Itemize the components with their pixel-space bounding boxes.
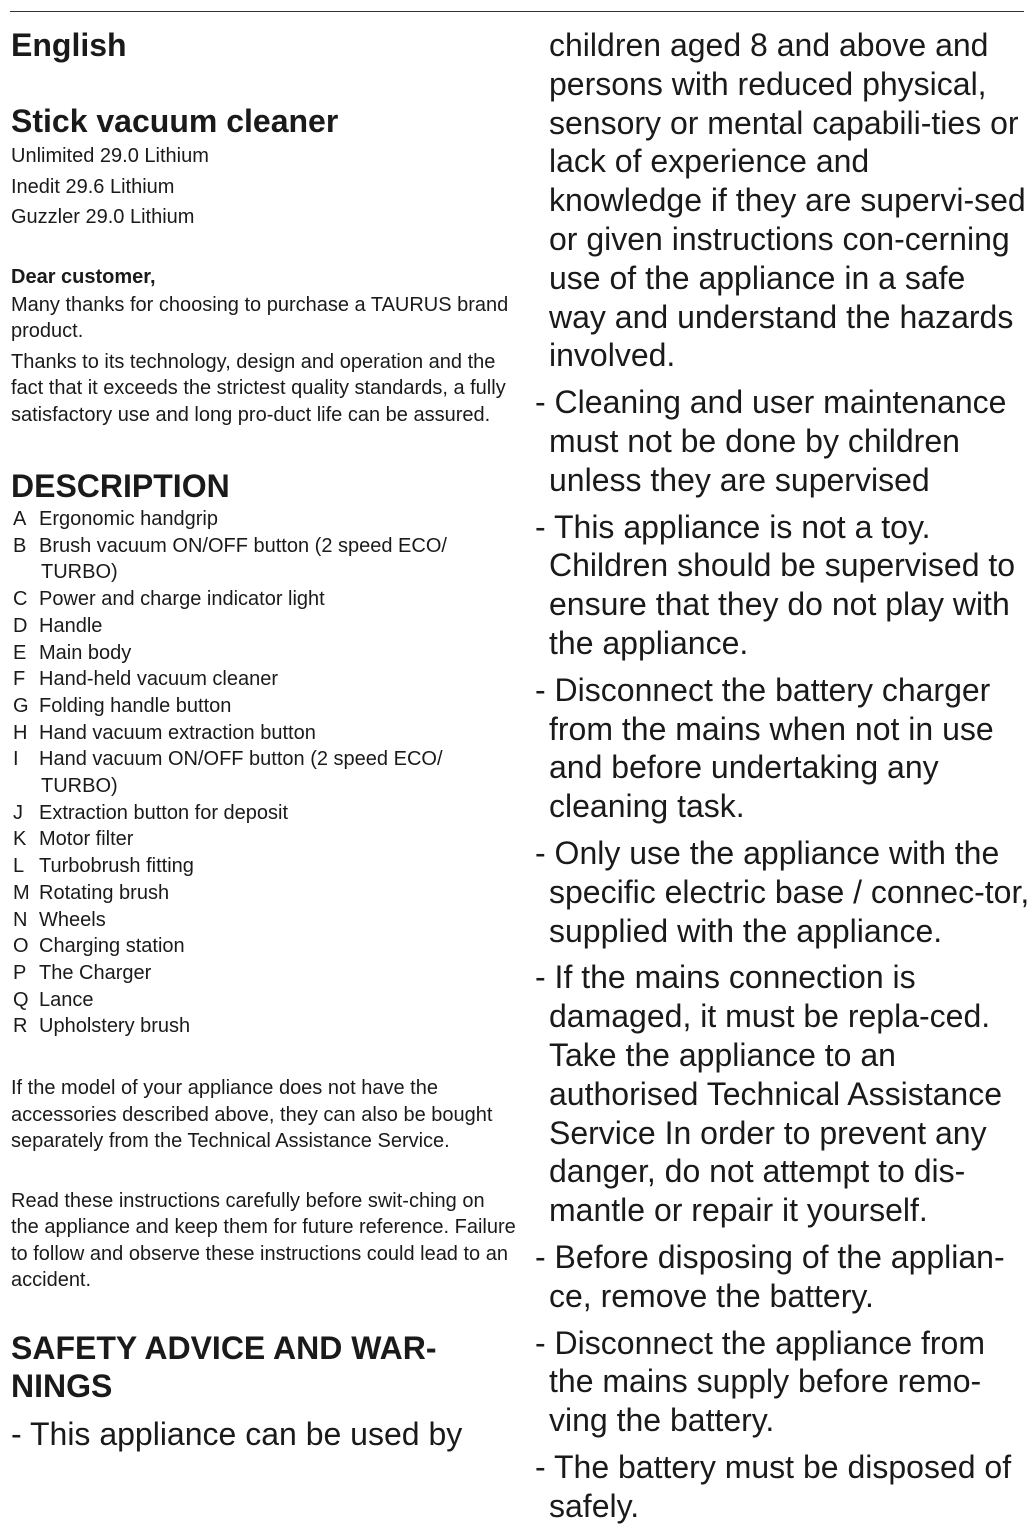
list-item: Q Lance — [13, 988, 94, 1011]
description-list — [11, 506, 516, 1040]
list-item: G Folding handle button — [13, 694, 232, 717]
list-item: I Hand vacuum ON/OFF button (2 speed ECO/ TURBO) — [13, 748, 443, 798]
safety-item: - This appliance is not a toy. Children should be supervised to ensure that they do not play with the appliance. — [535, 508, 1016, 661]
list-item: J Extraction button for deposit — [13, 801, 289, 824]
safety-item: - Disconnect the battery charger from the mains when not in use and before undertaking any cleaning task. — [535, 671, 994, 825]
list-item: C Power and charge indicator light — [13, 588, 325, 611]
safety-first-continuation: children aged 8 and above and persons with reduced physical, sensory or mental capabili-ties or lack of experience and knowledge if they are supervi-sed or given instructions con-cerning use of the appliance in a safe way and understand the hazards involved. — [549, 27, 1026, 374]
product-title: Stick vacuum cleaner — [11, 103, 339, 139]
list-item: O Charging station — [13, 935, 185, 958]
list-item: P The Charger — [13, 961, 152, 984]
safety-item: - The battery must be disposed of safely. — [535, 1448, 1012, 1524]
safety-item: - Only use the appliance with the specific electric base / connec-tor, supplied with the appliance. — [535, 834, 1030, 949]
top-rule — [10, 11, 1024, 12]
safety-item: - Before disposing of the applian-ce, remove the battery. — [535, 1238, 1005, 1314]
list-item: F Hand-held vacuum cleaner — [13, 668, 279, 691]
safety-item: - Disconnect the appliance from the mains supply before remo-ving the battery. — [535, 1324, 985, 1439]
accessories-note: If the model of your appliance does not have the accessories described above, they can also be bought separately from the Technical Assistance Service. — [11, 1077, 493, 1153]
list-item: R Upholstery brush — [13, 1015, 191, 1038]
model-name: Unlimited 29.0 Lithium — [11, 145, 209, 167]
list-item: E Main body — [13, 641, 132, 664]
model-name: Guzzler 29.0 Lithium — [11, 206, 195, 228]
list-item: B Brush vacuum ON/OFF button (2 speed ECO/ TURBO) — [13, 534, 447, 584]
read-instructions-note: Read these instructions carefully before swit-ching on the appliance and keep them for future reference. Failure to follow and observe these instructions could lead to an accident. — [11, 1189, 516, 1292]
greeting: Dear customer, — [11, 265, 156, 288]
list-item: L Turbobrush fitting — [13, 855, 194, 878]
safety-item: - Cleaning and user maintenance must not be done by children unless they are supervised — [535, 384, 1007, 498]
intro-paragraph-1: Many thanks for choosing to purchase a TAURUS brand product. — [11, 293, 509, 342]
model-list — [11, 141, 516, 233]
list-item: H Hand vacuum extraction button — [13, 721, 316, 744]
right-column — [535, 26, 1030, 1525]
safety-item: - If the mains connection is damaged, it must be repla-ced. Take the appliance to an authorised Technical Assistance Service In order to prevent any danger, do not attempt to dis-mantle or repair it yourself. — [535, 959, 1003, 1229]
list-item: N Wheels — [13, 908, 106, 931]
intro-paragraph-2: Thanks to its technology, design and operation and the fact that it exceeds the strictest quality standards, a fully satisfactory use and long pro-duct life can be assured. — [11, 350, 506, 426]
list-item: K Motor filter — [13, 828, 134, 851]
language-heading: English — [11, 27, 127, 63]
model-name: Inedit 29.6 Lithium — [11, 175, 175, 198]
list-item: A Ergonomic handgrip — [13, 508, 218, 530]
list-item: M Rotating brush — [13, 881, 170, 904]
list-item: D Handle — [13, 614, 103, 637]
left-column — [11, 26, 516, 1453]
description-heading: DESCRIPTION — [11, 468, 230, 504]
safety-heading: SAFETY ADVICE AND WAR-NINGS — [11, 1329, 437, 1404]
safety-first-line: - This appliance can be used by — [11, 1415, 463, 1452]
